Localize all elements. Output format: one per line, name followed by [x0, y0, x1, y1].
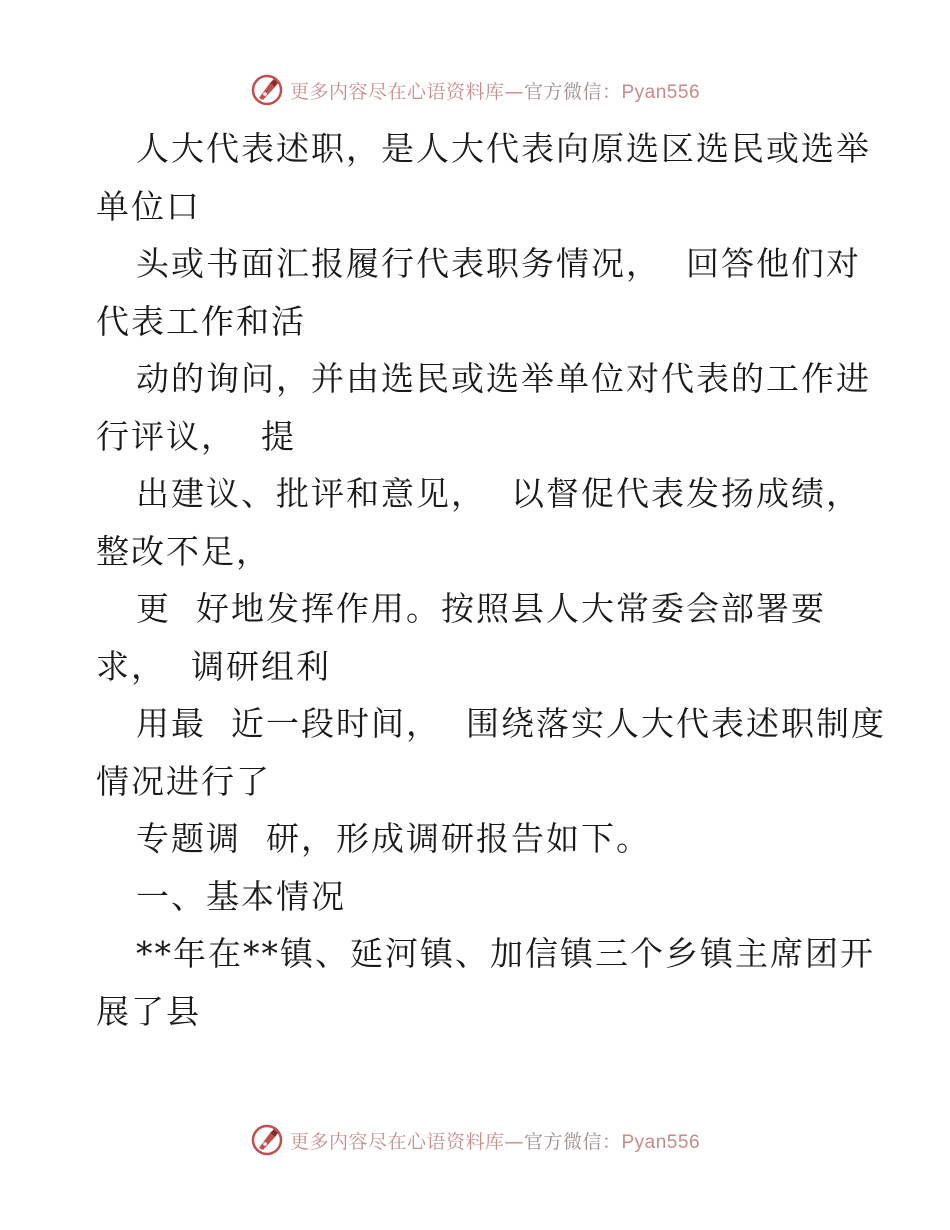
text-line-5: 动的询问，并由选民或选举单位对代表的工作进: [136, 359, 871, 398]
banner-brand: 更多内容尽在心语资料库: [289, 1130, 505, 1153]
pen-nib-logo-icon: [250, 1123, 284, 1157]
text-line-15: **年在**镇、延河镇、加信镇三个乡镇主席团开: [136, 934, 875, 973]
header-banner: [0, 70, 950, 110]
document-body: [96, 120, 886, 1040]
section-heading-basic: 一、基本情况: [136, 876, 346, 916]
banner-brand: 更多内容尽在心语资料库: [289, 80, 505, 103]
text-line-6: 行评议， 提: [96, 416, 296, 456]
banner-separator: —: [504, 1130, 524, 1153]
text-line-1: 人大代表述职，是人大代表向原选区选民或选举: [136, 129, 871, 168]
text-line-2: 单位口: [96, 186, 201, 226]
text-line-16: 展了县: [96, 991, 201, 1031]
text-line-9: 更 好地发挥作用。按照县人大常委会部署要: [136, 589, 826, 628]
banner-wechat-handle: Pyan556: [621, 81, 701, 103]
banner-text: [290, 77, 700, 104]
pen-nib-logo-icon: [250, 73, 284, 107]
banner-text: [290, 1127, 700, 1154]
text-line-10: 求， 调研组利: [96, 646, 331, 686]
text-line-4: 代表工作和活: [96, 301, 306, 341]
text-line-3: 头或书面汇报履行代表职务情况， 回答他们对: [136, 244, 861, 283]
text-line-12: 情况进行了: [96, 761, 271, 801]
banner-wechat-label: 官方微信：: [523, 1130, 622, 1153]
text-line-7: 出建议、批评和意见， 以督促代表发扬成绩，: [136, 474, 861, 513]
text-line-8: 整改不足，: [96, 531, 271, 571]
banner-wechat-handle: Pyan556: [621, 1131, 701, 1153]
text-line-13: 专题调 研，形成调研报告如下。: [136, 819, 651, 858]
banner-wechat-label: 官方微信：: [523, 80, 622, 103]
banner-separator: —: [504, 80, 524, 103]
footer-banner: [0, 1120, 950, 1160]
text-line-11: 用最 近一段时间， 围绕落实人大代表述职制度: [136, 704, 886, 743]
